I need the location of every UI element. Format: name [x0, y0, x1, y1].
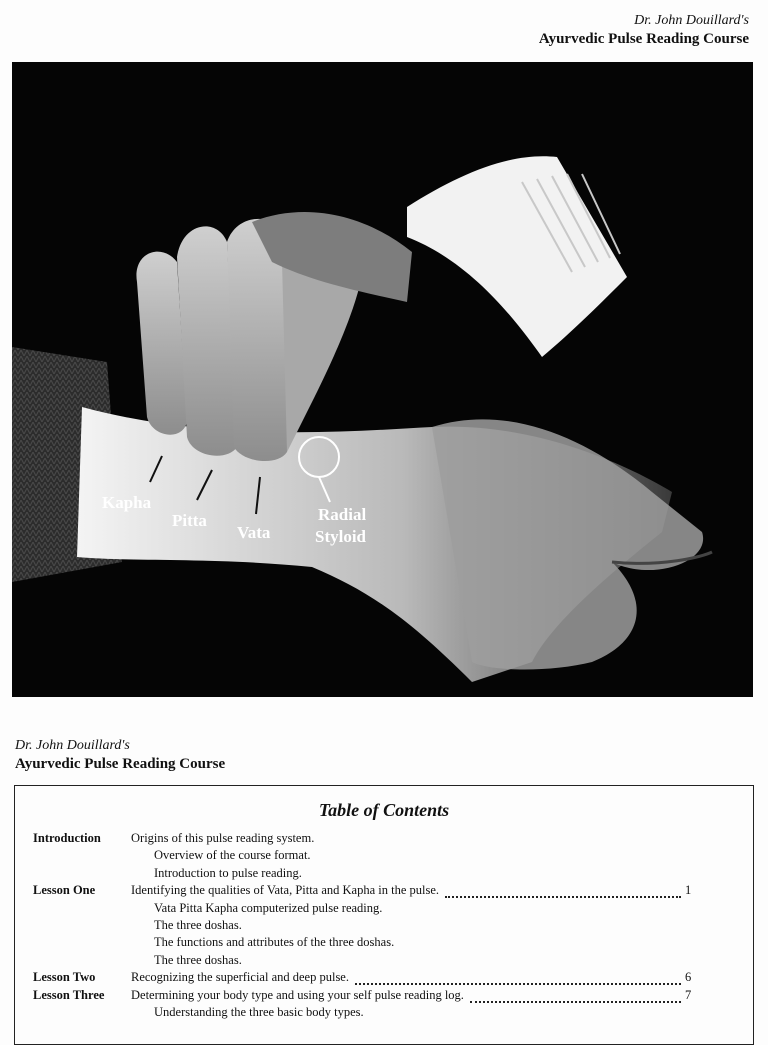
toc-entry-text: Vata Pitta Kapha computerized pulse reading.: [154, 900, 383, 915]
toc-row: [15, 899, 755, 917]
toc-row: [15, 933, 755, 951]
section-author: Dr. John Douillard's: [15, 738, 130, 753]
label-styloid: Styloid: [315, 527, 367, 546]
toc-dot-leader: [355, 973, 681, 985]
toc-row: [15, 1003, 755, 1021]
toc-dot-leader: [470, 991, 681, 1003]
toc-lesson-label: Introduction: [33, 831, 101, 845]
toc-title: Table of Contents: [318, 800, 450, 820]
section-header: [15, 737, 225, 774]
toc-entry-text: Origins of this pulse reading system.: [131, 831, 315, 845]
toc-page-number: 1: [685, 883, 692, 898]
toc-entry-text: Recognizing the superficial and deep pulse.: [131, 970, 349, 985]
toc-lesson-label: Lesson One: [33, 883, 96, 898]
toc-row: [15, 846, 755, 864]
page-header: [539, 12, 749, 48]
toc-entry-text: Determining your body type and using your self pulse reading log.: [131, 987, 464, 1002]
toc-entry-text: Overview of the course format.: [154, 848, 311, 863]
toc-row: [15, 881, 755, 899]
toc-row: [15, 968, 755, 986]
toc-page-number: 6: [685, 970, 692, 985]
toc-row: [15, 829, 755, 847]
toc-lesson-label: Lesson Two: [33, 970, 96, 985]
section-course-title: Ayurvedic Pulse Reading Course: [15, 756, 226, 772]
toc-entry-text: Understanding the three basic body types.: [154, 1005, 364, 1019]
toc-row: [15, 916, 755, 934]
label-kapha: Kapha: [102, 493, 152, 512]
toc-entry-text: The functions and attributes of the three doshas.: [154, 935, 395, 950]
table-of-contents: [14, 785, 754, 1045]
pulse-reading-photo: [12, 62, 753, 697]
toc-entry-text: Identifying the qualities of Vata, Pitta and Kapha in the pulse.: [131, 883, 440, 898]
toc-dot-leader: [445, 886, 681, 898]
header-course-title: Ayurvedic Pulse Reading Course: [538, 31, 749, 47]
toc-row: [15, 864, 755, 882]
header-author: Dr. John Douillard's: [634, 13, 749, 28]
label-pitta: Pitta: [172, 511, 207, 530]
label-radial: Radial: [318, 505, 367, 524]
toc-entry-text: Introduction to pulse reading.: [154, 865, 302, 880]
toc-row: [15, 986, 755, 1004]
label-vata: Vata: [237, 523, 271, 542]
toc-entry-text: The three doshas.: [154, 952, 242, 967]
palm: [432, 419, 703, 669]
toc-entry-text: The three doshas.: [154, 918, 242, 932]
photo-illustration: [12, 62, 753, 697]
toc-page-number: 7: [685, 987, 692, 1002]
toc-lesson-label: Lesson Three: [33, 987, 105, 1002]
toc-row: [15, 951, 755, 969]
